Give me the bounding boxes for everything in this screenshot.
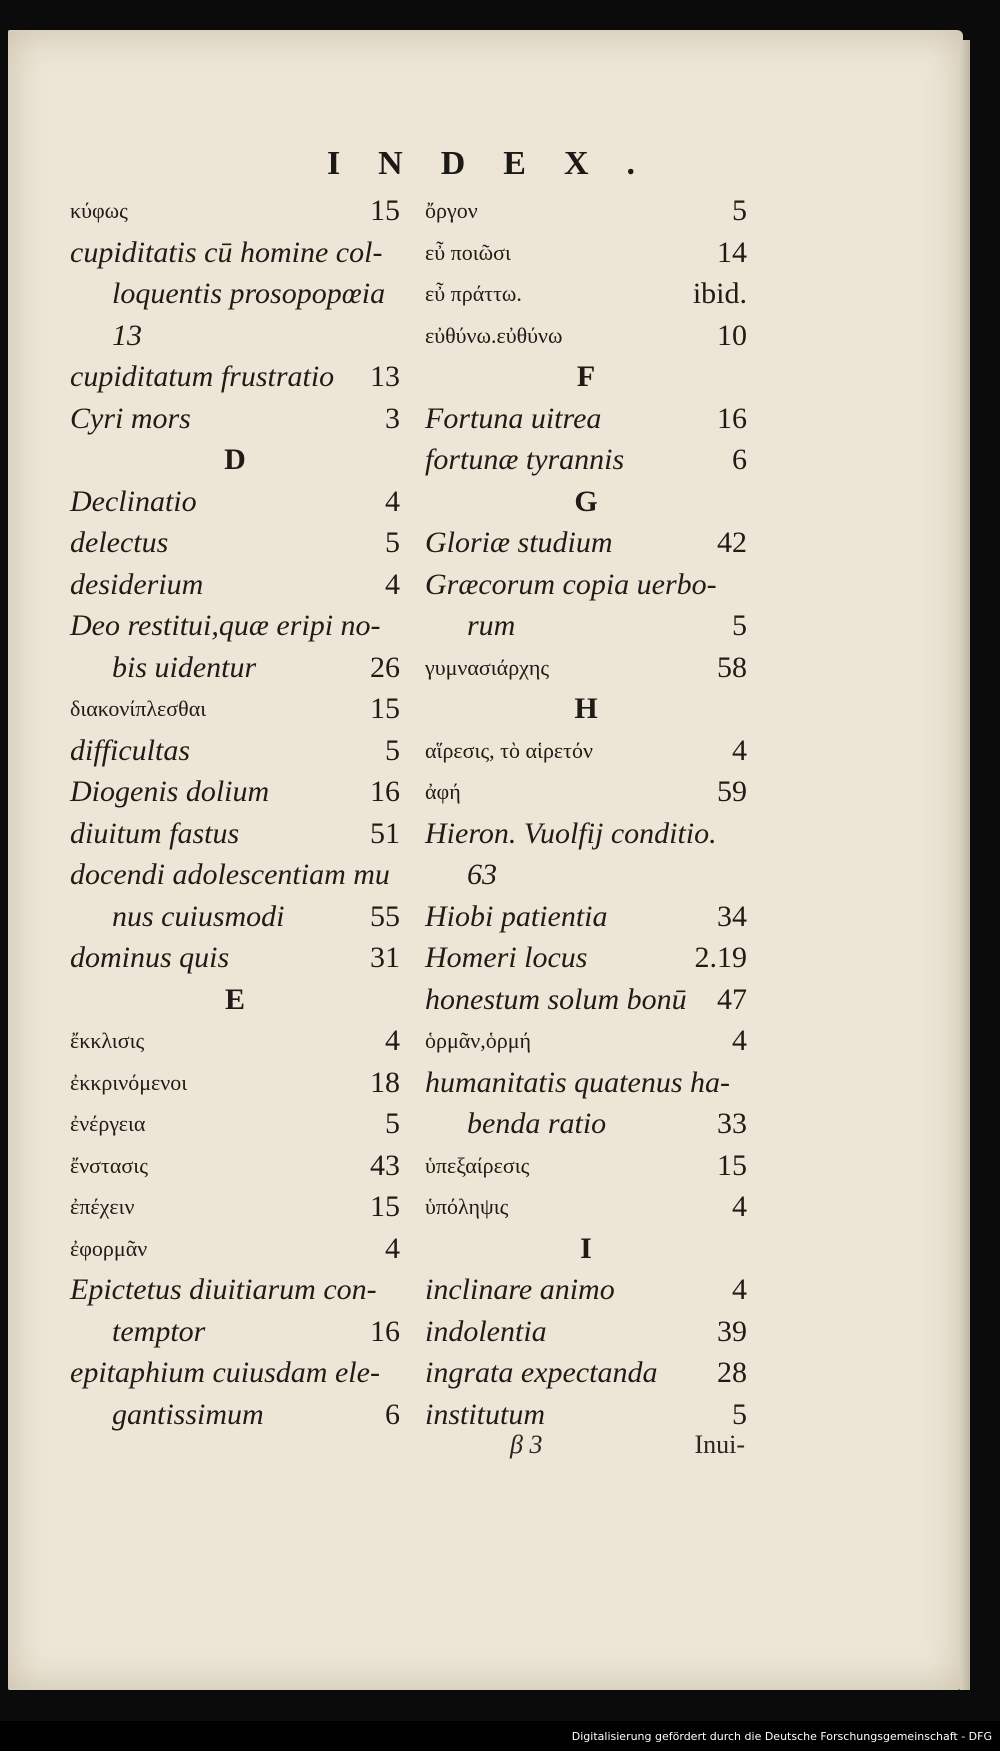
entry-term: honestum solum bonū <box>425 982 687 1016</box>
entry-term: Deo restitui,quæ eripi no- <box>70 609 381 642</box>
index-entry <box>425 1311 747 1353</box>
entry-term: εὖ πράττω. <box>425 281 522 306</box>
entry-term: Epictetus diuitiarum con- <box>70 1273 377 1306</box>
page-edge <box>960 40 970 1690</box>
entry-page-number: 6 <box>385 1397 400 1431</box>
index-entry <box>70 1228 400 1270</box>
index-entry <box>70 771 400 813</box>
entry-term: ἐκκρινόμενοι <box>70 1069 188 1095</box>
index-heading: INDEX. <box>326 145 674 182</box>
index-letter-heading <box>425 356 747 398</box>
entry-term: cupiditatum frustratio <box>70 360 335 393</box>
entry-page-number: 4 <box>732 1024 747 1057</box>
entry-term: humanitatis quatenus ha- <box>425 1065 730 1099</box>
index-entry <box>70 937 400 979</box>
entry-term: bis uidentur <box>112 650 257 684</box>
index-letter-heading <box>425 481 747 523</box>
index-entry <box>70 1062 400 1104</box>
entry-term: Declinatio <box>70 484 197 518</box>
index-entry <box>425 937 747 979</box>
entry-term: ὁρμᾶν,ὁρμή <box>425 1028 532 1053</box>
entry-term: ἐπέχειν <box>70 1194 135 1219</box>
index-entry <box>425 1062 747 1104</box>
index-entry <box>425 1186 747 1228</box>
entry-page-number: 4 <box>385 1024 400 1057</box>
index-entry <box>425 896 747 938</box>
letter-label: H <box>574 692 598 725</box>
entry-term: diuitum fastus <box>70 816 240 850</box>
entry-page-number: 34 <box>717 899 747 933</box>
entry-page-number: 15 <box>717 1148 747 1182</box>
index-letter-heading <box>70 439 400 481</box>
letter-label: E <box>224 982 245 1016</box>
index-entry <box>70 1311 400 1353</box>
entry-page-number: 59 <box>717 775 747 808</box>
entry-term: Homeri locus <box>425 941 588 974</box>
index-entry <box>70 273 400 315</box>
entry-page-number: 4 <box>732 1273 747 1306</box>
index-entry <box>70 854 400 896</box>
index-entry <box>425 1352 747 1394</box>
index-entry <box>425 730 747 772</box>
signature-mark: β 3 <box>510 1430 543 1459</box>
entry-term: institutum <box>425 1397 546 1431</box>
index-entry <box>70 315 400 357</box>
index-entry <box>70 1394 400 1436</box>
entry-page-number: 5 <box>732 194 747 227</box>
entry-page-number: 51 <box>370 816 400 850</box>
entry-page-number: 15 <box>370 1190 400 1223</box>
entry-page-number: 58 <box>717 650 747 684</box>
index-entry <box>425 647 747 689</box>
entry-term: docendi adolescentiam mu <box>70 858 390 891</box>
index-entry <box>70 232 400 274</box>
entry-term: ὑπόληψις <box>425 1194 509 1219</box>
index-entry <box>70 522 400 564</box>
entry-term: benda ratio <box>467 1107 607 1140</box>
entry-term: desiderium <box>70 567 204 601</box>
entry-term: Græcorum copia uerbo- <box>425 567 717 601</box>
entry-page-number: 26 <box>370 650 400 684</box>
index-entry <box>425 273 747 315</box>
entry-page-number: 47 <box>717 982 747 1016</box>
entry-term: ingrata expectanda <box>425 1356 658 1389</box>
entry-term: dominus quis <box>70 941 230 974</box>
entry-page-number: 4 <box>385 1231 400 1265</box>
index-letter-heading <box>425 688 747 730</box>
digitization-bar <box>0 1721 1000 1751</box>
entry-page-number: 16 <box>717 401 747 435</box>
entry-page-number: 4 <box>385 484 400 518</box>
entry-page-number: 33 <box>717 1107 747 1140</box>
entry-page-number: 15 <box>370 194 400 227</box>
entry-page-number: 3 <box>385 401 400 435</box>
entry-page-number: 13 <box>370 360 400 393</box>
entry-page-number: 42 <box>717 526 747 559</box>
entry-page-number: 4 <box>732 1190 747 1223</box>
letter-label: I <box>580 1231 592 1265</box>
index-entry <box>70 1020 400 1062</box>
index-entry <box>425 190 747 232</box>
entry-term: διακονίπλεσθαι <box>70 696 207 721</box>
index-left-column <box>70 190 400 1435</box>
letter-label: F <box>576 360 596 393</box>
entry-term: fortunæ tyrannis <box>425 443 625 476</box>
entry-page-number: 16 <box>370 775 400 808</box>
entry-page-number: 31 <box>370 941 400 974</box>
index-entry <box>425 979 747 1021</box>
index-entry <box>425 1394 747 1436</box>
entry-term: Gloriæ studium <box>425 526 613 559</box>
index-entry <box>425 522 747 564</box>
entry-term: ἀφή <box>425 779 461 804</box>
index-entry <box>70 564 400 606</box>
index-entry <box>70 896 400 938</box>
letter-label: D <box>224 443 246 476</box>
entry-term: εὖ ποιῶσι <box>425 239 511 265</box>
entry-term: delectus <box>70 526 169 559</box>
entry-page-number: 18 <box>370 1065 400 1099</box>
entry-term: Hieron. Vuolfij conditio. <box>425 816 717 850</box>
entry-term: ἐνέργεια <box>70 1111 146 1136</box>
entry-term: ὄργον <box>425 198 478 223</box>
entry-term: nus cuiusmodi <box>112 899 285 933</box>
index-entry <box>70 398 400 440</box>
index-entry <box>70 1269 400 1311</box>
entry-term: κύφως <box>70 198 128 223</box>
index-entry <box>425 1145 747 1187</box>
entry-term: indolentia <box>425 1314 547 1348</box>
entry-term: ὑπεξαίρεσις <box>425 1152 530 1178</box>
entry-term: Fortuna uitrea <box>425 401 602 435</box>
index-letter-heading <box>70 979 400 1021</box>
letter-label: G <box>574 484 598 518</box>
index-entry <box>70 356 400 398</box>
entry-term: 63 <box>467 858 497 891</box>
index-entry <box>70 730 400 772</box>
entry-term: difficultas <box>70 733 190 767</box>
entry-page-number: ibid. <box>692 277 747 310</box>
entry-page-number: 5 <box>385 1107 400 1140</box>
entry-term: Cyri mors <box>70 401 191 435</box>
index-entry <box>425 605 747 647</box>
index-entry <box>70 813 400 855</box>
entry-term: ἐφορμᾶν <box>70 1235 148 1261</box>
entry-page-number: 10 <box>717 318 747 352</box>
entry-term: ἔκκλισις <box>70 1028 145 1053</box>
index-entry <box>425 439 747 481</box>
index-entry <box>425 1269 747 1311</box>
entry-page-number: 14 <box>717 235 747 269</box>
entry-term: cupiditatis cū homine col- <box>70 235 383 269</box>
index-entry <box>70 481 400 523</box>
index-right-column <box>425 190 747 1435</box>
entry-term: γυμνασιάρχης <box>425 654 550 680</box>
index-entry <box>70 190 400 232</box>
index-entry <box>425 1020 747 1062</box>
index-entry <box>425 1103 747 1145</box>
index-entry <box>70 605 400 647</box>
index-entry <box>70 1103 400 1145</box>
entry-page-number: 55 <box>370 899 400 933</box>
index-entry <box>425 564 747 606</box>
entry-term: αἵρεσις, τὸ αἱρετόν <box>425 737 593 763</box>
entry-term: Diogenis dolium <box>70 775 270 808</box>
entry-page-number: 43 <box>370 1148 400 1182</box>
index-entry <box>425 315 747 357</box>
entry-page-number: 5 <box>732 609 747 642</box>
index-entry <box>425 813 747 855</box>
index-entry <box>70 1186 400 1228</box>
entry-page-number: 28 <box>717 1356 747 1389</box>
entry-page-number: 4 <box>732 733 747 767</box>
entry-term: rum <box>467 609 516 642</box>
entry-term: temptor <box>112 1314 206 1348</box>
entry-term: epitaphium cuiusdam ele- <box>70 1356 380 1389</box>
index-entry <box>425 854 747 896</box>
digitization-credit: Digitalisierung gefördert durch die Deutsche Forschungsgemeinschaft - DFG <box>571 1730 992 1743</box>
entry-page-number: 6 <box>732 443 747 476</box>
entry-term: εὐθύνω.εὐθύνω <box>425 322 563 348</box>
entry-term: 13 <box>112 318 142 352</box>
entry-page-number: 5 <box>385 733 400 767</box>
entry-page-number: 15 <box>370 692 400 725</box>
entry-page-number: 16 <box>370 1314 400 1348</box>
entry-term: Hiobi patientia <box>425 899 608 933</box>
entry-term: inclinare animo <box>425 1273 615 1306</box>
entry-page-number: 39 <box>717 1314 747 1348</box>
catchword: Inui- <box>694 1430 745 1459</box>
index-entry <box>70 647 400 689</box>
entry-term: gantissimum <box>112 1397 264 1431</box>
entry-term: ἔνστασις <box>70 1152 148 1178</box>
entry-page-number: 2.19 <box>694 941 747 974</box>
index-letter-heading <box>425 1228 747 1270</box>
entry-page-number: 5 <box>385 526 400 559</box>
index-entry <box>70 1145 400 1187</box>
index-entry <box>70 688 400 730</box>
index-entry <box>70 1352 400 1394</box>
index-entry <box>425 398 747 440</box>
entry-term: loquentis prosopopœia <box>112 277 386 310</box>
index-entry <box>425 771 747 813</box>
entry-page-number: 4 <box>385 567 400 601</box>
entry-page-number: 5 <box>732 1397 747 1431</box>
index-entry <box>425 232 747 274</box>
